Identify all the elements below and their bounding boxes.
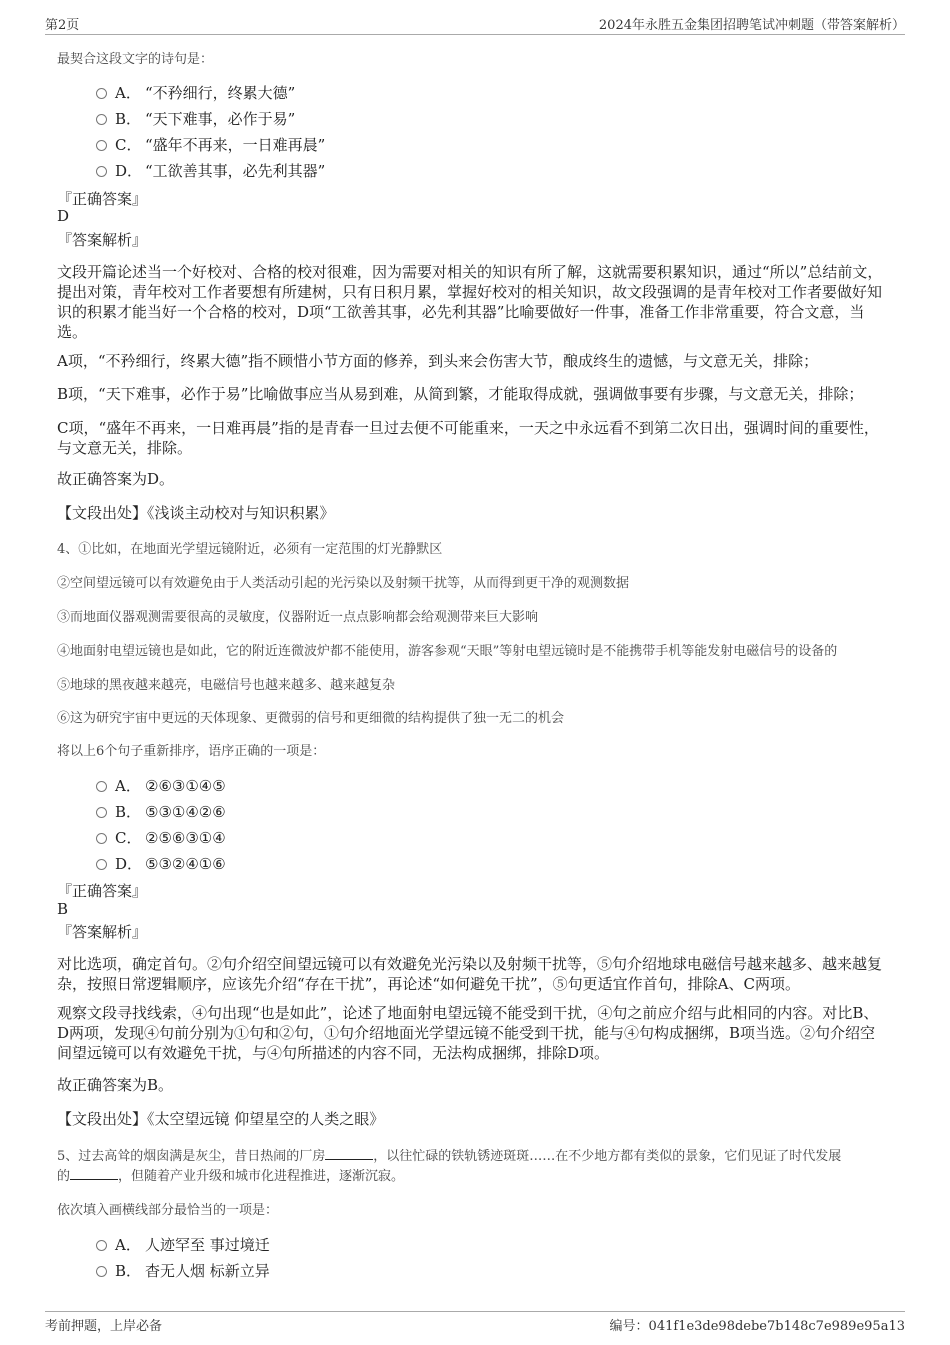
q4-conclusion: 故正确答案为B。 xyxy=(57,1076,174,1094)
footer-slogan: 考前押题，上岸必备 xyxy=(45,1319,163,1334)
document-title: 2024年永胜五金集团招聘笔试冲刺题（带答案解析） xyxy=(598,18,905,33)
radio-icon[interactable] xyxy=(96,140,107,151)
q4-sentence: ⑤地球的黑夜越来越亮，电磁信号也越来越多、越来越复杂 xyxy=(57,678,396,693)
q4-sentence: ③而地面仪器观测需要很高的灵敏度，仪器附近一点点影响都会给观测带来巨大影响 xyxy=(57,610,539,625)
fill-blank[interactable] xyxy=(325,1147,373,1160)
q4-answer-label: 『正确答案』 xyxy=(57,882,148,900)
radio-icon[interactable] xyxy=(96,166,107,177)
q3-analysis-paragraph: B项，“天下难事，必作于易”比喻做事应当从易到难，从简到繁，才能取得成就，强调做事要有步骤，与文意无关，排除； xyxy=(57,385,864,403)
q3-option-d[interactable]: D． “工欲善其事，必先利其器” xyxy=(96,160,325,181)
q4-option-c[interactable]: C． ②⑤⑥③①④ xyxy=(96,827,226,848)
q5-stem-cont: 的 ，但随着产业升级和城市化进程推进，逐渐沉寂。 xyxy=(57,1169,405,1184)
radio-icon[interactable] xyxy=(96,1266,107,1277)
radio-icon[interactable] xyxy=(96,114,107,125)
q4-sentence: 4、①比如，在地面光学望远镜附近，必须有一定范围的灯光静默区 xyxy=(57,542,443,557)
q4-analysis-label: 『答案解析』 xyxy=(57,923,148,941)
q3-option-b[interactable]: B． “天下难事，必作于易” xyxy=(96,108,295,129)
q3-analysis-paragraph: 文段开篇论述当一个好校对、合格的校对很难，因为需要对相关的知识有所了解，这就需要积累知识，通过“所以”总结前文，提出对策，青年校对工作者要想有所建树，只有日积月累，掌握好校对的相关知识，故文段强调的是青年校对工作者要做好知识的积累才能当好一个合格的校对，D项“工欲善其事，必先利其器”比喻要做好一件事，准备工作非常重要，符合文意，当选。 xyxy=(57,263,883,341)
radio-icon[interactable] xyxy=(96,833,107,844)
q4-sentence: ②空间望远镜可以有效避免由于人类活动引起的光污染以及射频干扰等，从而得到更干净的观测数据 xyxy=(57,576,630,591)
radio-icon[interactable] xyxy=(96,88,107,99)
q3-analysis-paragraph: A项，“不矜细行，终累大德”指不顾惜小节方面的修养，到头来会伤害大节，酿成终生的遗憾，与文意无关，排除； xyxy=(57,352,819,370)
q4-prompt: 将以上6个句子重新排序，语序正确的一项是： xyxy=(57,744,326,759)
q5-option-b[interactable]: B． 杳无人烟 标新立异 xyxy=(96,1260,270,1281)
q3-answer: D xyxy=(57,207,70,225)
q5-option-a[interactable]: A． 人迹罕至 事过境迁 xyxy=(96,1234,270,1255)
page-header xyxy=(45,12,905,35)
q3-conclusion: 故正确答案为D。 xyxy=(57,470,175,488)
radio-icon[interactable] xyxy=(96,859,107,870)
q3-analysis-paragraph: C项，“盛年不再来，一日难再晨”指的是青春一旦过去便不可能重来，一天之中永远看不到第二次日出，强调时间的重要性，与文意无关，排除。 xyxy=(57,419,879,457)
q3-source: 【文段出处】《浅谈主动校对与知识积累》 xyxy=(57,504,335,522)
q3-answer-label: 『正确答案』 xyxy=(57,190,148,208)
q3-stem: 最契合这段文字的诗句是： xyxy=(57,52,214,67)
footer-serial: 编号：041f1e3de98debe7b148c7e989e95a13 xyxy=(609,1319,905,1334)
radio-icon[interactable] xyxy=(96,781,107,792)
q3-option-c[interactable]: C． “盛年不再来，一日难再晨” xyxy=(96,134,325,155)
q5-prompt: 依次填入画横线部分最恰当的一项是： xyxy=(57,1203,279,1218)
q4-option-a[interactable]: A． ②⑥③①④⑤ xyxy=(96,775,226,796)
q4-sentence: ④地面射电望远镜也是如此，它的附近连微波炉都不能使用，游客参观“天眼”等射电望远镜时是不能携带手机等能发射电磁信号的设备的 xyxy=(57,644,838,659)
q4-option-b[interactable]: B． ⑤③①④②⑥ xyxy=(96,801,226,822)
q4-option-d[interactable]: D． ⑤③②④①⑥ xyxy=(96,853,226,874)
q5-stem: 5、过去高耸的烟囱满是灰尘，昔日热闹的厂房 ，以往忙碌的铁轨锈迹斑斑……在不少地方都有类似的景象，它们见证了时代发展 xyxy=(57,1149,842,1164)
q3-option-a[interactable]: A． “不矜细行，终累大德” xyxy=(96,82,295,103)
page-footer xyxy=(45,1311,905,1334)
page-number: 第2页 xyxy=(45,18,80,33)
fill-blank[interactable] xyxy=(70,1167,118,1180)
q4-source: 【文段出处】《太空望远镜 仰望星空的人类之眼》 xyxy=(57,1110,385,1128)
radio-icon[interactable] xyxy=(96,1240,107,1251)
q4-analysis-paragraph: 对比选项，确定首句。②句介绍空间望远镜可以有效避免光污染以及射频干扰等，⑤句介绍地球电磁信号越来越多、越来越复杂，按照日常逻辑顺序，应该先介绍“存在干扰”，再论述“如何避免干扰”，⑤句更适宜作首句，排除A、C两项。 xyxy=(57,955,883,993)
q4-sentence: ⑥这为研究宇宙中更远的天体现象、更微弱的信号和更细微的结构提供了独一无二的机会 xyxy=(57,711,565,726)
q3-analysis-label: 『答案解析』 xyxy=(57,231,148,249)
radio-icon[interactable] xyxy=(96,807,107,818)
q4-answer: B xyxy=(57,900,69,918)
q4-analysis-paragraph: 观察文段寻找线索，④句出现“也是如此”，论述了地面射电望远镜不能受到干扰，④句之前应介绍与此相同的内容。对比B、D两项，发现④句前分别为①句和②句，①句介绍地面光学望远镜不能受到干扰，能与④句构成捆绑，B项当选。②句介绍空间望远镜可以有效避免干扰，与④句所描述的内容不同，无法构成捆绑，排除D项。 xyxy=(57,1004,879,1062)
